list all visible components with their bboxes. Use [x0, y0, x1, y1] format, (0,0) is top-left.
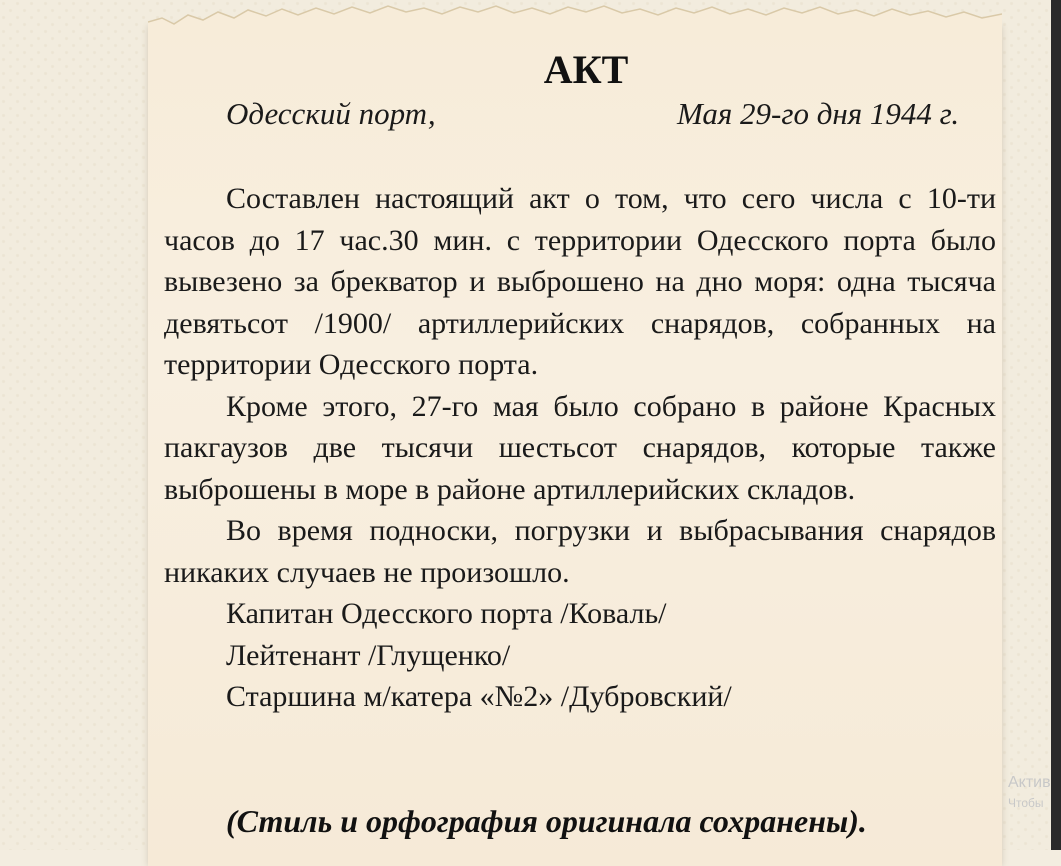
activation-watermark — [1008, 774, 1051, 810]
watermark-line-2: Чтобы — [1008, 796, 1044, 810]
paragraph-2: Кроме этого, 27-го мая было собрано в районе Красных пакгаузов две тысячи шестьсот снарядов, которые также выброшены в море в районе артиллерийских складов. — [164, 389, 996, 506]
signature-lieutenant: Лейтенант /Глущенко/ — [226, 638, 511, 672]
paragraph-1: Составлен настоящий акт о том, что сего числа с 10-ти часов до 17 час.30 мин. с территории Одесского порта было вывезено за брекватор и выброшено на дно моря: одна тысяча девятьсот /1900/ артиллерийских снарядов, собранных на территории Одесского порта. — [164, 182, 996, 381]
document-date: Мая 29-го дня 1944 г. — [677, 96, 960, 131]
signature-captain: Капитан Одесского порта /Коваль/ — [226, 597, 667, 630]
paragraph-3: Во время подноски, погрузки и выбрасывания снарядов никаких случаев не произошло. — [164, 514, 996, 589]
torn-paper-edge — [148, 0, 1002, 40]
document-place: Одесский порт, — [226, 96, 436, 131]
editorial-note: (Стиль и орфография оригинала сохранены). — [226, 803, 867, 839]
signature-sergeant: Старшина м/катера «№2» /Дубровский/ — [226, 680, 732, 713]
watermark-line-1: Актив — [1008, 774, 1051, 791]
screen-edge — [1051, 0, 1061, 850]
document-body — [164, 178, 996, 718]
document-title: АКТ — [543, 47, 629, 92]
